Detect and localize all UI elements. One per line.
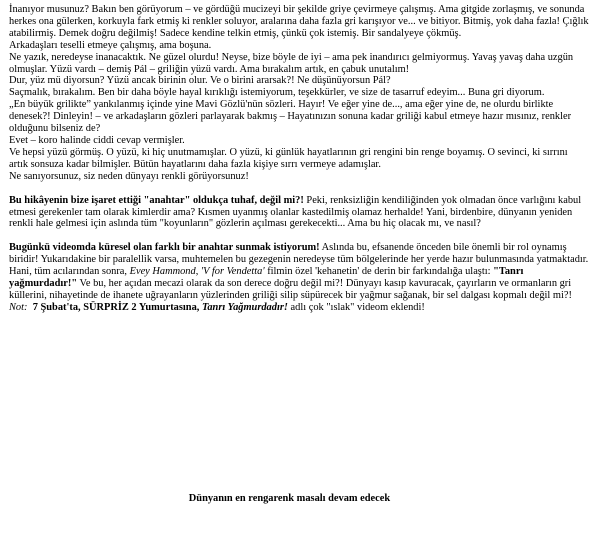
- key-question-text: Peki, renksizliğin kendiliğinden yok olmadan önce varlığını kabul etmesi gerekenler tam olarak kimlerdir ama? Kısmen uyanmış olanlar kastedilmiş olamaz herhalde! Yani, birdenbire, dünyanın yeniden renkli hale gelmesi için aslında tüm "koyunların" gözlerin açılması gerekecekti... Ama bu hiç olacak mı, ve nasıl?: [9, 194, 582, 230]
- note-label: Not:: [9, 301, 28, 313]
- note-date: 7 Şubat'ta, SÜRPRİZ 2 Yumurtasına,: [32, 301, 200, 313]
- note-text: adlı çok "ıslak" videom eklendi!: [287, 301, 425, 313]
- footer-line: [0, 493, 595, 504]
- note-line: [9, 302, 589, 314]
- video-lead: Bugünkü videomda küresel olan farklı bir anahtar sunmak istiyorum!: [9, 242, 320, 254]
- story-paragraph: İnanıyor musunuz? Bakın ben görüyorum – ve gördüğü mucizeyi bir şekilde griye çevirmeye çalışmış. Ama gitgide zorlaşmış, ve sonunda herkes ona gülerken, korkuyla fark etmiş ki renkler soluyor, aralarına daha fazla gri karışıyor ve... ve bitiyor. Bitmiş, yok daha fazla! Çığlık atabilirmiş. Demek doğru değilmiş! Sadece kendine telkin etmiş, çünkü çok istemiş. Bir sandalyeye çökmüş.: [9, 4, 589, 39]
- story-paragraph: Ve hepsi yüzü görmüş. O yüzü, ki hiç unutmamışlar. O yüzü, ki günlük hayatlarının gri rengini bin renge boyamış. O sevinci, ki sırrını artık sonsuza kadar bilmişler. Bütün hayatlarını daha fazla kişiye sırrı vermeye adamışlar.: [9, 146, 568, 170]
- separator: ,: [195, 266, 201, 278]
- key-question-lead: Bu hikâyenin bize işaret ettiği "anahtar" oldukça tuhaf, değil mi?!: [9, 194, 304, 206]
- story-paragraph: Dur, yüz mü diyorsun? Yüzü ancak birinin olur. Ve o birini ararsak?! Ne düşünüyorsun Pál?: [9, 75, 391, 87]
- story-paragraph: „En büyük grilikte” yankılanmış içinde yine Mavi Gözlü'nün sözleri. Hayır! Ve eğer yine de..., ama eğer yine de, ne olurdu birlikte denesek?! Dinleyin! – ve arkadaşların gözleri parlayarak bakmış – Hayatınızın sonuna kadar griliği kabul etmeye hazır mısınız, renkler olduğunu bilseniz de?: [9, 99, 572, 135]
- story-paragraph: Ne yazık, neredeyse inanacaktık. Ne güzel olurdu! Neyse, bize böyle de iyi – ama pek inandırıcı gelmiyormuş. Yavaş yavaş daha uzgün olmuşlar. Yüzü vardı – demiş Pál – griliğin yüzü vardı. Ama bırakalım artık, en çabuk unutalım!: [9, 51, 574, 75]
- character-name: Evey Hammond: [129, 266, 196, 278]
- video-paragraph: [9, 242, 589, 302]
- document-body: [9, 4, 589, 314]
- video-text: Aslında bu, efsanende önceden bile önemli bir rol oynamış biridir! Yukarıdakine bir paralellik varsa, muhtemelen bu gezegenin neredeyse tüm bölgelerinde her yerde hazır bulunmasında yatmaktadır. Hani, tüm acılarından sonra,: [9, 242, 589, 278]
- video-text: Ve bu, her açıdan mecazi olarak da son derece doğru değil mi?! Dünyayı kasıp kavuracak, çayırların ve ormanların gri küllerini, nihayetinde de ihanete uğrayanların yüzlerinden griliği silip süpürecek bir yağmur sağanak, bir sel dalgası kopmalı değil mi?!: [9, 278, 572, 301]
- prophecy-quote: "Tanrı yağmurdadır!": [9, 266, 524, 290]
- story-paragraph: Saçmalık, bırakalım. Ben bir daha böyle hayal kırıklığı istemiyorum, teşekkürler, ve size de tasarruf edeyim... Buna gri diyorum.: [9, 87, 545, 99]
- note-video-title: Tanrı Yağmurdadır!: [201, 301, 288, 313]
- video-text: filmin özel 'kehanetin' de derin bir farkındalığa ulaştı:: [264, 266, 494, 278]
- footer-text: Dünyanın en rengarenk masalı devam edecek: [188, 493, 391, 504]
- story-paragraph: Arkadaşları teselli etmeye çalışmış, ama boşuna.: [9, 39, 212, 51]
- story-paragraph: Ne sanıyorsunuz, siz neden dünyayı renkli görüyorsunuz!: [9, 170, 249, 182]
- story-paragraph: Evet – koro halinde ciddi cevap vermişler.: [9, 134, 185, 146]
- film-title: 'V for Vendetta': [200, 266, 265, 278]
- key-question-paragraph: [9, 195, 589, 231]
